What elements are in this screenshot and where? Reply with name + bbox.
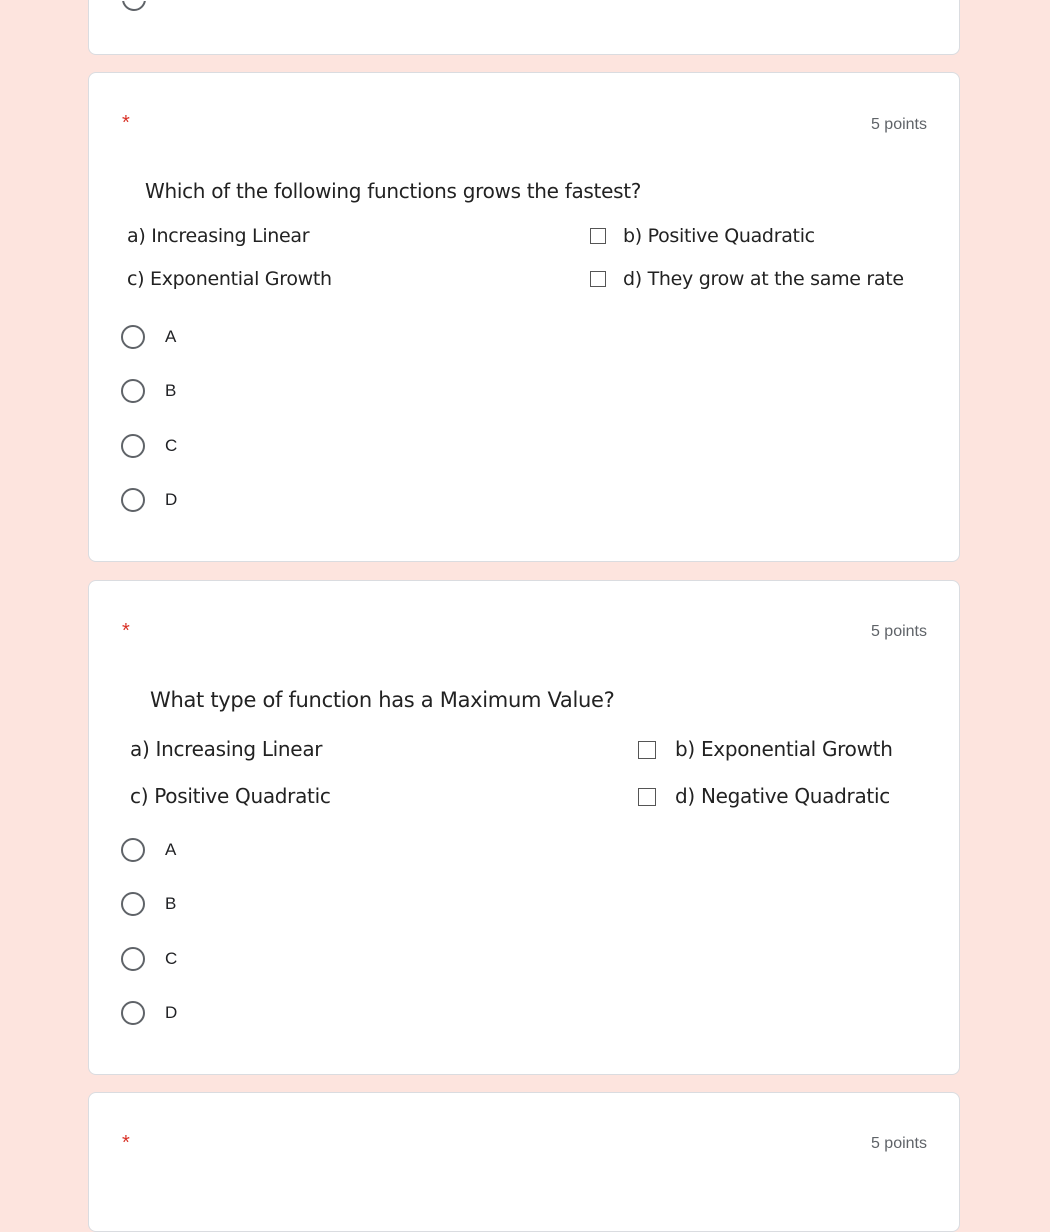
required-asterisk: * — [122, 1132, 130, 1154]
points-label: 5 points — [870, 623, 927, 640]
radio-button[interactable] — [121, 325, 145, 349]
radio-option-d[interactable] — [121, 485, 177, 515]
radio-option-d[interactable] — [121, 998, 177, 1028]
radio-button[interactable] — [121, 947, 145, 971]
radio-option-b[interactable] — [121, 889, 176, 919]
radio-label: B — [165, 894, 177, 913]
radio-button[interactable] — [121, 488, 145, 512]
radio-label: D — [165, 1003, 178, 1022]
choice-b-text: b) Exponential Growth — [675, 737, 893, 761]
radio-button[interactable] — [121, 1001, 145, 1025]
radio-option-c[interactable] — [121, 431, 177, 461]
choice-a-text: a) Increasing Linear — [130, 737, 323, 761]
radio-button[interactable] — [121, 838, 145, 862]
choice-d-text: d) They grow at the same rate — [623, 268, 904, 290]
radio-option-b[interactable] — [121, 376, 176, 406]
choice-c-text: c) Positive Quadratic — [130, 784, 331, 808]
choice-b-text: b) Positive Quadratic — [623, 225, 815, 247]
radio-label: B — [165, 381, 177, 400]
checkbox-icon — [638, 741, 656, 759]
question-card-1 — [88, 72, 960, 562]
radio-label: D — [165, 490, 178, 509]
question-card-3 — [88, 1092, 960, 1232]
checkbox-icon — [590, 228, 606, 244]
question-prompt: Which of the following functions grows the fastest? — [145, 179, 642, 203]
checkbox-icon — [638, 788, 656, 806]
radio-label: C — [165, 949, 178, 968]
question-prompt: What type of function has a Maximum Value? — [150, 688, 615, 712]
radio-label: A — [165, 840, 177, 859]
previous-question-card — [88, 0, 960, 55]
radio-button[interactable] — [121, 434, 145, 458]
radio-button[interactable] — [122, 1, 146, 11]
points-label: 5 points — [870, 1135, 927, 1152]
checkbox-icon — [590, 271, 606, 287]
radio-label: A — [165, 327, 177, 346]
radio-label: C — [165, 436, 178, 455]
choice-a-text: a) Increasing Linear — [127, 225, 310, 247]
question-card-2 — [88, 580, 960, 1075]
radio-option-a[interactable] — [121, 835, 176, 865]
radio-option-c[interactable] — [121, 944, 177, 974]
radio-button[interactable] — [121, 892, 145, 916]
points-label: 5 points — [870, 116, 927, 133]
required-asterisk: * — [122, 112, 130, 134]
choice-d-text: d) Negative Quadratic — [675, 784, 890, 808]
required-asterisk: * — [122, 620, 130, 642]
radio-option-a[interactable] — [121, 322, 176, 352]
radio-button[interactable] — [121, 379, 145, 403]
choice-c-text: c) Exponential Growth — [127, 268, 332, 290]
partial-radio-clip — [89, 1, 189, 13]
